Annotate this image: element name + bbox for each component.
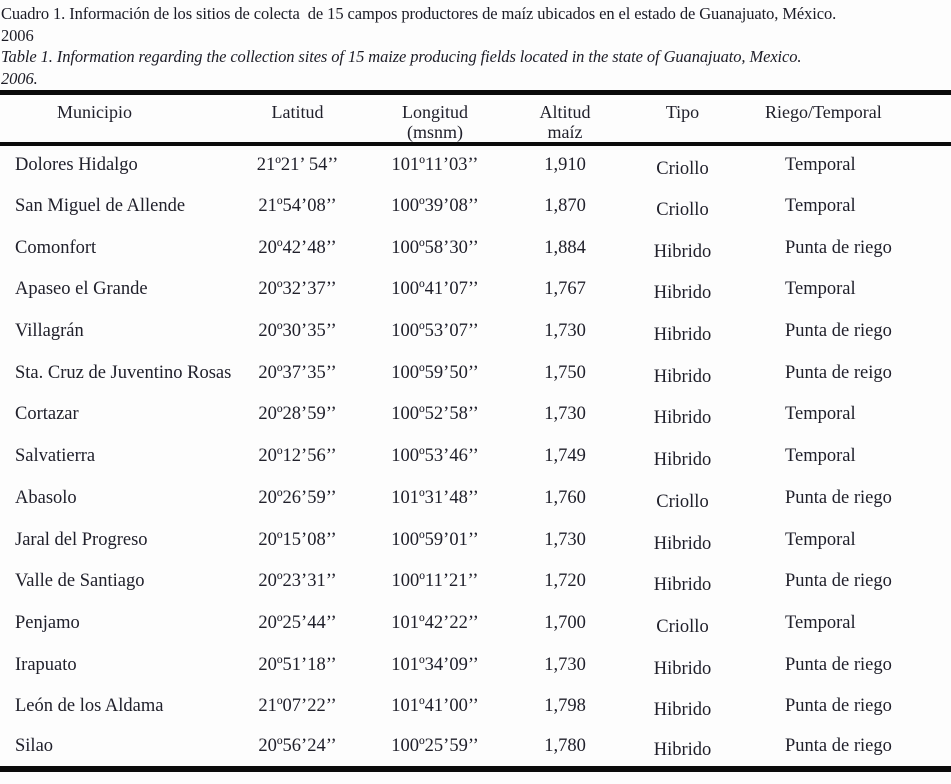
cell-riego-temporal: Temporal [785, 155, 856, 176]
table-row [0, 394, 951, 436]
cell-riego-temporal: Punta de riego [785, 321, 892, 342]
cell-altitud-maiz: 1,798 [544, 696, 586, 717]
header-label: Municipio [57, 102, 132, 122]
cell-altitud-maiz: 1,884 [544, 237, 586, 258]
header-label: Tipo [665, 102, 700, 122]
cell-riego-temporal: Temporal [785, 529, 856, 550]
cell-municipio: Cortazar [15, 404, 79, 425]
column-header-municipio [0, 93, 235, 145]
cell-riego-temporal: Temporal [785, 196, 856, 217]
cell-longitud: 101º42’22’’ [391, 612, 479, 633]
table-row [0, 352, 951, 394]
caption-english-line1: Table 1. Information regarding the collection sites of 15 maize producing fields located in the state of Guanajuato, Mexico. [1, 47, 802, 66]
cell-altitud-maiz: 1,730 [544, 654, 586, 675]
cell-municipio: Abasolo [15, 487, 77, 508]
caption-spanish-line1: Cuadro 1. Información de los sitios de colecta de 15 campos productores de maíz ubicados en el estado de Guanajuato, México. [1, 4, 837, 23]
cell-latitud: 20º23’31’’ [258, 571, 337, 592]
table-row [0, 644, 951, 686]
cell-municipio: Comonfort [15, 237, 97, 258]
cell-riego-temporal: Punta de riego [785, 571, 892, 592]
cell-longitud: 101º41’00’’ [391, 696, 479, 717]
table-body [0, 144, 951, 769]
cell-altitud-maiz: 1,760 [544, 487, 586, 508]
cell-tipo: Criollo [656, 200, 709, 221]
table-row [0, 227, 951, 269]
cell-altitud-maiz: 1,750 [544, 362, 586, 383]
cell-altitud-maiz: 1,700 [544, 612, 586, 633]
cell-municipio: Apaseo el Grande [15, 279, 148, 300]
column-header-longitud [360, 93, 510, 145]
cell-longitud: 100º11’21’’ [391, 571, 479, 592]
column-header-altitud-maiz [510, 93, 620, 145]
cell-altitud-maiz: 1,730 [544, 404, 586, 425]
cell-municipio: Dolores Hidalgo [15, 155, 138, 176]
cell-municipio: Jaral del Progreso [15, 529, 148, 550]
cell-latitud: 20º56’24’’ [258, 736, 337, 757]
cell-latitud: 20º42’48’’ [258, 237, 337, 258]
table-row [0, 144, 951, 186]
cell-altitud-maiz: 1,870 [544, 196, 586, 217]
cell-municipio: Villagrán [15, 321, 84, 342]
table-row [0, 686, 951, 728]
header-label: Riego/Temporal [765, 102, 882, 122]
cell-municipio: Irapuato [15, 654, 77, 675]
cell-riego-temporal: Punta de riego [785, 654, 892, 675]
cell-latitud: 20º51’18’’ [258, 654, 337, 675]
cell-altitud-maiz: 1,730 [544, 529, 586, 550]
cell-altitud-maiz: 1,767 [544, 279, 586, 300]
cell-municipio: León de los Aldama [15, 696, 164, 717]
cell-riego-temporal: Punta de riego [785, 487, 892, 508]
table-row [0, 269, 951, 311]
column-header-latitud [235, 93, 360, 145]
cell-tipo: Hibrido [653, 325, 712, 346]
table-row [0, 478, 951, 520]
cell-longitud: 100º53’46’’ [391, 446, 479, 467]
cell-longitud: 101º11’03’’ [391, 155, 479, 176]
header-label: Altitud [539, 102, 591, 122]
cell-riego-temporal: Temporal [785, 446, 856, 467]
cell-municipio: Penjamo [15, 612, 80, 633]
cell-tipo: Hibrido [653, 450, 712, 471]
cell-longitud: 100º59’50’’ [391, 362, 479, 383]
table-header-row [0, 93, 951, 145]
cell-altitud-maiz: 1,730 [544, 321, 586, 342]
cell-longitud: 100º25’59’’ [391, 736, 479, 757]
caption-english-line2: 2006. [1, 68, 38, 88]
cell-altitud-maiz: 1,749 [544, 446, 586, 467]
cell-riego-temporal: Temporal [785, 279, 856, 300]
cell-tipo: Hibrido [653, 408, 712, 429]
cell-latitud: 20º12’56’’ [258, 446, 337, 467]
cell-longitud: 100º53’07’’ [391, 321, 479, 342]
cell-longitud: 100º59’01’’ [391, 529, 479, 550]
cell-latitud: 20º30’35’’ [258, 321, 337, 342]
table-row [0, 436, 951, 478]
cell-riego-temporal: Temporal [785, 404, 856, 425]
cell-tipo: Hibrido [653, 366, 712, 387]
cell-municipio: Silao [15, 736, 54, 757]
table-row [0, 519, 951, 561]
cell-latitud: 20º32’37’’ [258, 279, 337, 300]
table-row [0, 186, 951, 228]
cell-longitud: 100º58’30’’ [391, 237, 479, 258]
header-sublabel: (msnm) [407, 122, 463, 142]
column-header-tipo [620, 93, 745, 145]
cell-altitud-maiz: 1,910 [544, 155, 586, 176]
cell-tipo: Criollo [656, 616, 709, 637]
cell-municipio: Sta. Cruz de Juventino Rosas [15, 362, 232, 383]
header-label: Longitud [402, 102, 468, 122]
cell-altitud-maiz: 1,720 [544, 571, 586, 592]
cell-longitud: 100º39’08’’ [391, 196, 479, 217]
cell-riego-temporal: Punta de reigo [785, 362, 892, 383]
header-label: Latitud [271, 102, 324, 122]
table-caption [0, 0, 951, 89]
cell-municipio: Valle de Santiago [15, 571, 145, 592]
cell-latitud: 20º37’35’’ [258, 362, 337, 383]
table-row [0, 728, 951, 770]
cell-tipo: Hibrido [653, 658, 712, 679]
cell-latitud: 21º21’ 54’’ [256, 155, 339, 176]
caption-spanish-line2: 2006 [1, 25, 34, 45]
cell-riego-temporal: Punta de riego [785, 237, 892, 258]
cell-tipo: Hibrido [653, 740, 712, 761]
cell-municipio: San Miguel de Allende [15, 196, 186, 217]
header-sublabel: maíz [547, 122, 583, 142]
collection-sites-table [0, 90, 951, 772]
cell-tipo: Criollo [656, 491, 709, 512]
cell-longitud: 100º52’58’’ [391, 404, 479, 425]
cell-latitud: 20º25’44’’ [258, 612, 337, 633]
cell-riego-temporal: Temporal [785, 612, 856, 633]
cell-tipo: Criollo [656, 159, 709, 180]
cell-tipo: Hibrido [653, 283, 712, 304]
column-header-riego-temporal [745, 93, 951, 145]
table-row [0, 311, 951, 353]
cell-longitud: 100º41’07’’ [391, 279, 479, 300]
cell-tipo: Hibrido [653, 241, 712, 262]
cell-municipio: Salvatierra [15, 446, 96, 467]
cell-tipo: Hibrido [653, 700, 712, 721]
table-row [0, 603, 951, 645]
cell-longitud: 101º34’09’’ [391, 654, 479, 675]
cell-altitud-maiz: 1,780 [544, 736, 586, 757]
cell-riego-temporal: Punta de riego [785, 696, 892, 717]
cell-tipo: Hibrido [653, 533, 712, 554]
cell-latitud: 21º07’22’’ [258, 696, 337, 717]
cell-tipo: Hibrido [653, 575, 712, 596]
cell-latitud: 20º15’08’’ [258, 529, 337, 550]
cell-latitud: 20º26’59’’ [258, 487, 337, 508]
cell-riego-temporal: Punta de riego [785, 736, 892, 757]
table-row [0, 561, 951, 603]
cell-latitud: 21º54’08’’ [258, 196, 337, 217]
cell-latitud: 20º28’59’’ [258, 404, 337, 425]
cell-longitud: 101º31’48’’ [391, 487, 479, 508]
